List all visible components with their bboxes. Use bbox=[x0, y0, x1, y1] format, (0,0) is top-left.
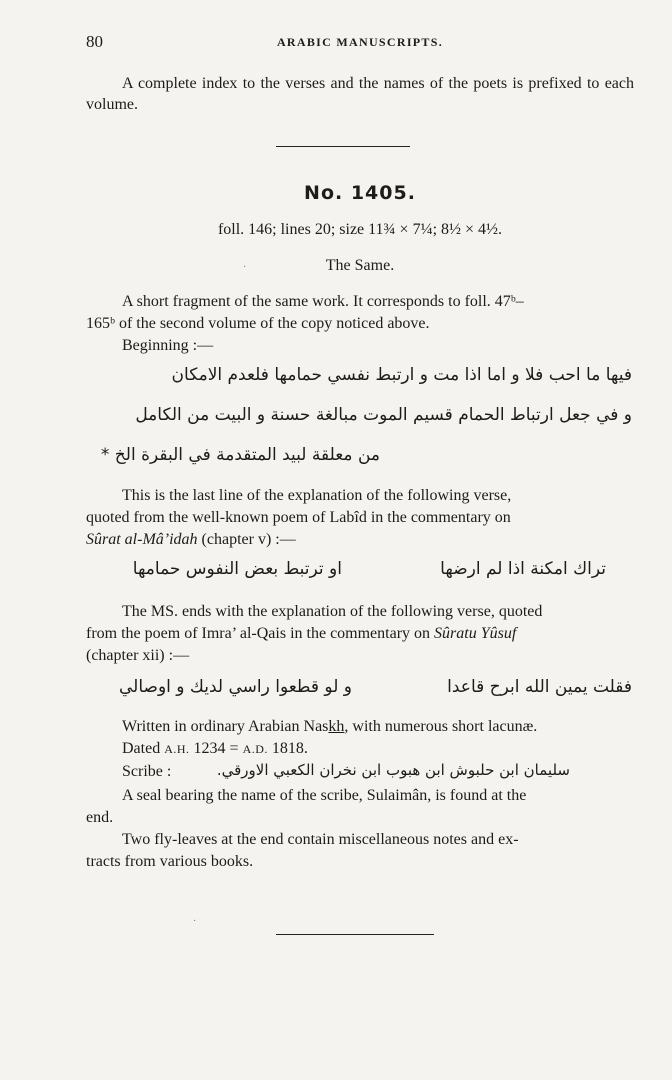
imra-paragraph-line-1: The MS. ends with the explanation of the following verse, quoted bbox=[122, 603, 543, 620]
entry-number: No. 1405. bbox=[304, 182, 416, 204]
section-divider bbox=[276, 146, 410, 147]
arabic-beginning-line-3: من معلقة لبيد المتقدمة في البقرة الخ * bbox=[100, 445, 380, 465]
arabic-beginning-line-1: فيها ما احب فلا و اما اذا مت و ارتبط نفسي حمامها فلعدم الامكان bbox=[171, 365, 632, 385]
arabic-beginning-line-2: و في جعل ارتباط الحمام قسيم الموت مبالغة حسنة و البيت من الكامل bbox=[135, 405, 632, 425]
summary-line-1: A short fragment of the same work. It corresponds to foll. 47ᵇ– bbox=[122, 293, 524, 310]
page-number: 80 bbox=[86, 32, 103, 51]
page-header bbox=[86, 32, 634, 54]
dated-label: Dated bbox=[122, 740, 165, 757]
seal-line-2: end. bbox=[86, 809, 114, 826]
imra-verse-second-hemistich: و لو قطعوا راسي لديك و اوصالي bbox=[119, 677, 352, 697]
imra-paragraph-line-3: (chapter xii) :— bbox=[86, 647, 190, 664]
written-text: Written in ordinary Arabian Nas bbox=[122, 718, 329, 735]
labid-paragraph-line-1: This is the last line of the explanation of the following verse, bbox=[122, 487, 512, 504]
labid-verse-second-hemistich: او ترتبط بعض النفوس حمامها bbox=[132, 559, 342, 579]
flyleaves-line-1: Two fly-leaves at the end contain miscellaneous notes and ex- bbox=[122, 831, 519, 848]
seal-line-1: A seal bearing the name of the scribe, Sulaimân, is found at the bbox=[122, 787, 527, 804]
lacunae-text: , with numerous short lacunæ. bbox=[344, 718, 538, 735]
paper-speck: · bbox=[243, 262, 247, 273]
paper-speck: · bbox=[193, 916, 197, 927]
imra-paragraph-line-2 bbox=[86, 623, 634, 644]
running-title: ARABIC MANUSCRIPTS. bbox=[276, 35, 444, 49]
script-description bbox=[86, 716, 634, 737]
imra-verse-first-hemistich: فقلت يمين الله ابرح قاعدا bbox=[447, 677, 632, 697]
date-line bbox=[86, 738, 634, 760]
naskh-underlined: kh bbox=[328, 718, 345, 735]
flyleaves-line-2: tracts from various books. bbox=[86, 853, 254, 870]
end-divider bbox=[276, 934, 434, 935]
scribe-name-arabic: سليمان ابن حلبوش ابن هبوب ابن نخران الكعبي الاورقي. bbox=[216, 761, 570, 779]
imra-text: from the poem of Imra’ al-Qais in the commentary on bbox=[86, 625, 435, 642]
entry-description: foll. 146; lines 20; size 11¾ × 7¼; 8½ × 4½. bbox=[217, 221, 503, 238]
labid-verse-first-hemistich: تراك امكنة اذا لم ارضها bbox=[440, 559, 606, 579]
surah-name-yusuf: Sûratu Yûsuf bbox=[434, 625, 517, 642]
intro-paragraph: A complete index to the verses and the names of the poets is prefixed to each volume. bbox=[86, 75, 634, 113]
era-ah: A.H. bbox=[164, 742, 190, 756]
entry-title: The Same. bbox=[325, 257, 395, 274]
beginning-label: Beginning :— bbox=[122, 337, 214, 354]
labid-paragraph-line-3 bbox=[86, 529, 634, 550]
summary-line-2: 165ᵇ of the second volume of the copy noticed above. bbox=[86, 315, 430, 332]
era-ad: A.D. bbox=[242, 742, 268, 756]
surah-name-maidah: Sûrat al-Mâ’idah bbox=[86, 531, 198, 548]
year-ad: 1818. bbox=[267, 740, 308, 757]
scribe-label: Scribe : bbox=[122, 763, 172, 780]
year-ah: 1234 = bbox=[189, 740, 243, 757]
chapter-reference: (chapter v) :— bbox=[197, 531, 296, 548]
labid-paragraph-line-2: quoted from the well-known poem of Labîd in the commentary on bbox=[86, 509, 511, 526]
